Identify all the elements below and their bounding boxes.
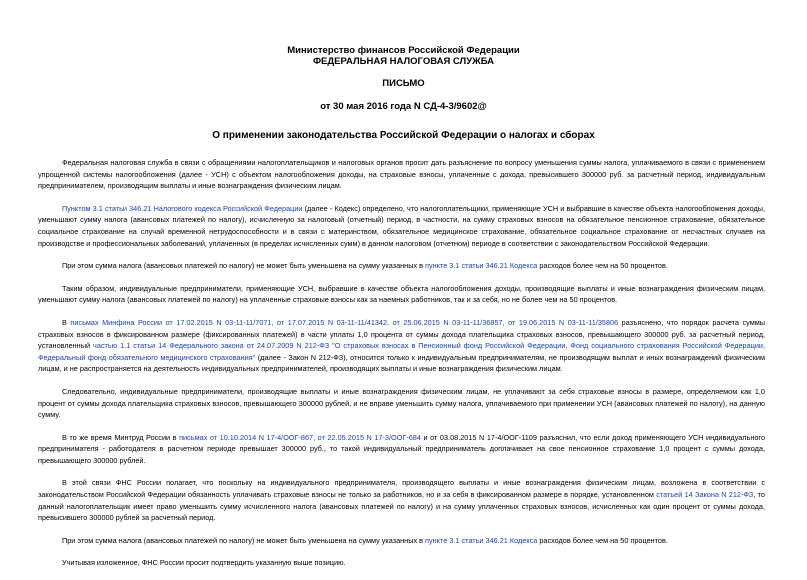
document-date-number: от 30 мая 2016 года N СД-4-3/9602@	[320, 101, 487, 112]
law-article-link[interactable]: статьей 14 Закона N 212-ФЗ	[656, 490, 754, 500]
paragraph-1: Федеральная налоговая служба в связи с обращениями налогоплательщиков и налоговых органов просит дать разъяснение по вопросу уменьшения суммы налога, уплачиваемого в связи с применением упрощенной системы налогообложения (далее - УСН) с объектом налогообложения доходы, на страховые взносы, уплаченные с дохода, превысившего 300000 руб. за расчетный период, индивидуальным предпринимателем, производящим выплаты и иные вознаграждения физическим лицам.	[38, 158, 765, 191]
paragraph-9: При этом сумма налога (авансовых платежей по налогу) не может быть уменьшена на сумму указанных в пункте 3.1 статьи 346.21 Кодекса расходов более чем на 50 процентов.	[62, 535, 668, 545]
paragraph-5: В письмах Минфина России от 17.02.2015 N 03-11-11/7071, от 17.07.2015 N 03-11-11/41342, от 25.06.2015 N 03-11-11/36857, от 19.06.2015 N 03-11-11/35806 разъяснено, что порядок расчета суммы страховых взносов в фиксированном размере (фиксированных платежей) в части уплаты 1,0 процента от суммы дохода плательщика страховых взносов, превышающего 300000 руб. за расчетный период, установленный частью 1.1 статьи 14 Федерального закона от 24.07.2009 N 212-ФЗ "О страховых взносах в Пенсионный фонд Российской Федерации, Фонд социального страхования Российской Федерации, Федеральный фонд обязательного медицинского страхования" (далее - Закон N 212-ФЗ), относится только к индивидуальным предпринимателям, не производящим выплат и иных вознаграждений физическим лицам, и не распространяется на деятельность индивидуальных предпринимателей, производящих выплаты и иные вознаграждения физическим лицам.	[38, 317, 765, 374]
document-subject: О применении законодательства Российской Федерации о налогах и сборах	[212, 130, 595, 141]
code-article-link-2[interactable]: пункте 3.1 статьи 346.21 Кодекса	[425, 535, 538, 545]
ministry-title: Министерство финансов Российской Федерации	[287, 45, 520, 56]
service-title: ФЕДЕРАЛЬНАЯ НАЛОГОВАЯ СЛУЖБА	[312, 56, 495, 67]
paragraph-4: Таким образом, индивидуальные предприниматели, применяющие УСН, выбравшие в качестве объекта налогообложения доходы, производящие выплаты и иные вознаграждения физическим лицам, уменьшают сумму налога (авансовых платежей по налогу) на уплаченные страховые взносы как за наемных работников, так и за себя, но не более чем на 50 процентов.	[38, 283, 765, 305]
paragraph-7: В то же время Минтруд России в письмах от 10.10.2014 N 17-4/ООГ-867, от 22.05.2015 N 17-3/ООГ-684 и от 03.08.2015 N 17-4/ООГ-1109 разъяснил, что если доход применяющего УСН индивидуального предпринимателя - работодателя в расчетном периоде превышает 300000 руб., то такой индивидуальный предприниматель доплачивает на свое пенсионное страхование 1,0 процент с суммы дохода, превышающего 300000 рублей.	[38, 432, 765, 465]
paragraph-2: Пунктом 3.1 статьи 346.21 Налогового кодекса Российской Федерации (далее - Кодекс) определено, что налогоплательщики, применяющие УСН и выбравшие в качестве объекта налогообложения доходы, уменьшают сумму налога (авансовых платежей по налогу), исчисленную за налоговый (отчетный) период, в частности, на сумму страховых взносов на обязательное пенсионное страхование, обязательное социальное страхование на случай временной нетрудоспособности и в связи с материнством, обязательное медицинское страхование, обязательное социальное страхование от несчастных случаев на производстве и профессиональных заболеваний, уплаченных (в пределах исчисленных сумм) в данном налоговом (отчетном) периоде в соответствии с законодательством Российской Федерации.	[38, 203, 766, 248]
paragraph-8: В этой связи ФНС России полагает, что поскольку на индивидуального предпринимателя, производящего выплаты и иные вознаграждения физическим лицам, возложена в соответствии с законодательством Российской Федерации обязанность уплачивать страховые взносы не только за работников, но и за себя в фиксированном размере в порядке, установленном статьей 14 Закона N 212-ФЗ, то данный налогоплательщик имеет право уменьшить сумму исчисленного налога (авансовых платежей по налогу) и на сумму уплаченных страховых взносов, исчисленных как один процент от суммы дохода, превысившего 300000 рублей за расчетный период.	[38, 478, 765, 523]
paragraph-10: Учитывая изложенное, ФНС России просит подтвердить указанную выше позицию.	[62, 558, 346, 568]
paragraph-3: При этом сумма налога (авансовых платежей по налогу) не может быть уменьшена на сумму указанных в пункте 3.1 статьи 346.21 Кодекса расходов более чем на 50 процентов.	[62, 261, 668, 271]
minfin-letters-link[interactable]: письмах Минфина России от 17.02.2015 N 03-11-11/7071, от 17.07.2015 N 03-11-11/41342, от 25.06.2015 N 03-11-11/36857, от 19.06.2015 N 03-11-11/35806	[70, 317, 619, 327]
mintrud-letters-link[interactable]: письмах от 10.10.2014 N 17-4/ООГ-867, от 22.05.2015 N 17-3/ООГ-684	[179, 432, 421, 442]
code-article-link[interactable]: пункте 3.1 статьи 346.21 Кодекса	[425, 261, 538, 271]
federal-law-link[interactable]: частью 1.1 статьи 14 Федерального закона от 24.07.2009 N 212-ФЗ "О страховых взносах в Пенсионный фонд Российской Федерации, Фонд социального страхования Российской Федерации, Федеральный фонд обязательного медицинского страхования"	[38, 341, 765, 362]
document-type: ПИСЬМО	[382, 78, 425, 89]
paragraph-6: Следовательно, индивидуальные предприниматели, производящие выплаты и иные вознаграждения физическим лицам, не уплачивают за себя страховые взносы в размере, определяемом как 1,0 процент от суммы дохода плательщика страховых взносов, превышающего 300000 рублей, и не вправе уменьшить сумму налога, уплачиваемого при применении УСН (авансовых платежей по налогу), на данную сумму.	[38, 386, 765, 420]
document-body	[38, 157, 765, 580]
tax-code-link[interactable]: Пунктом 3.1 статьи 346.21 Налогового кодекса Российской Федерации	[62, 203, 303, 213]
